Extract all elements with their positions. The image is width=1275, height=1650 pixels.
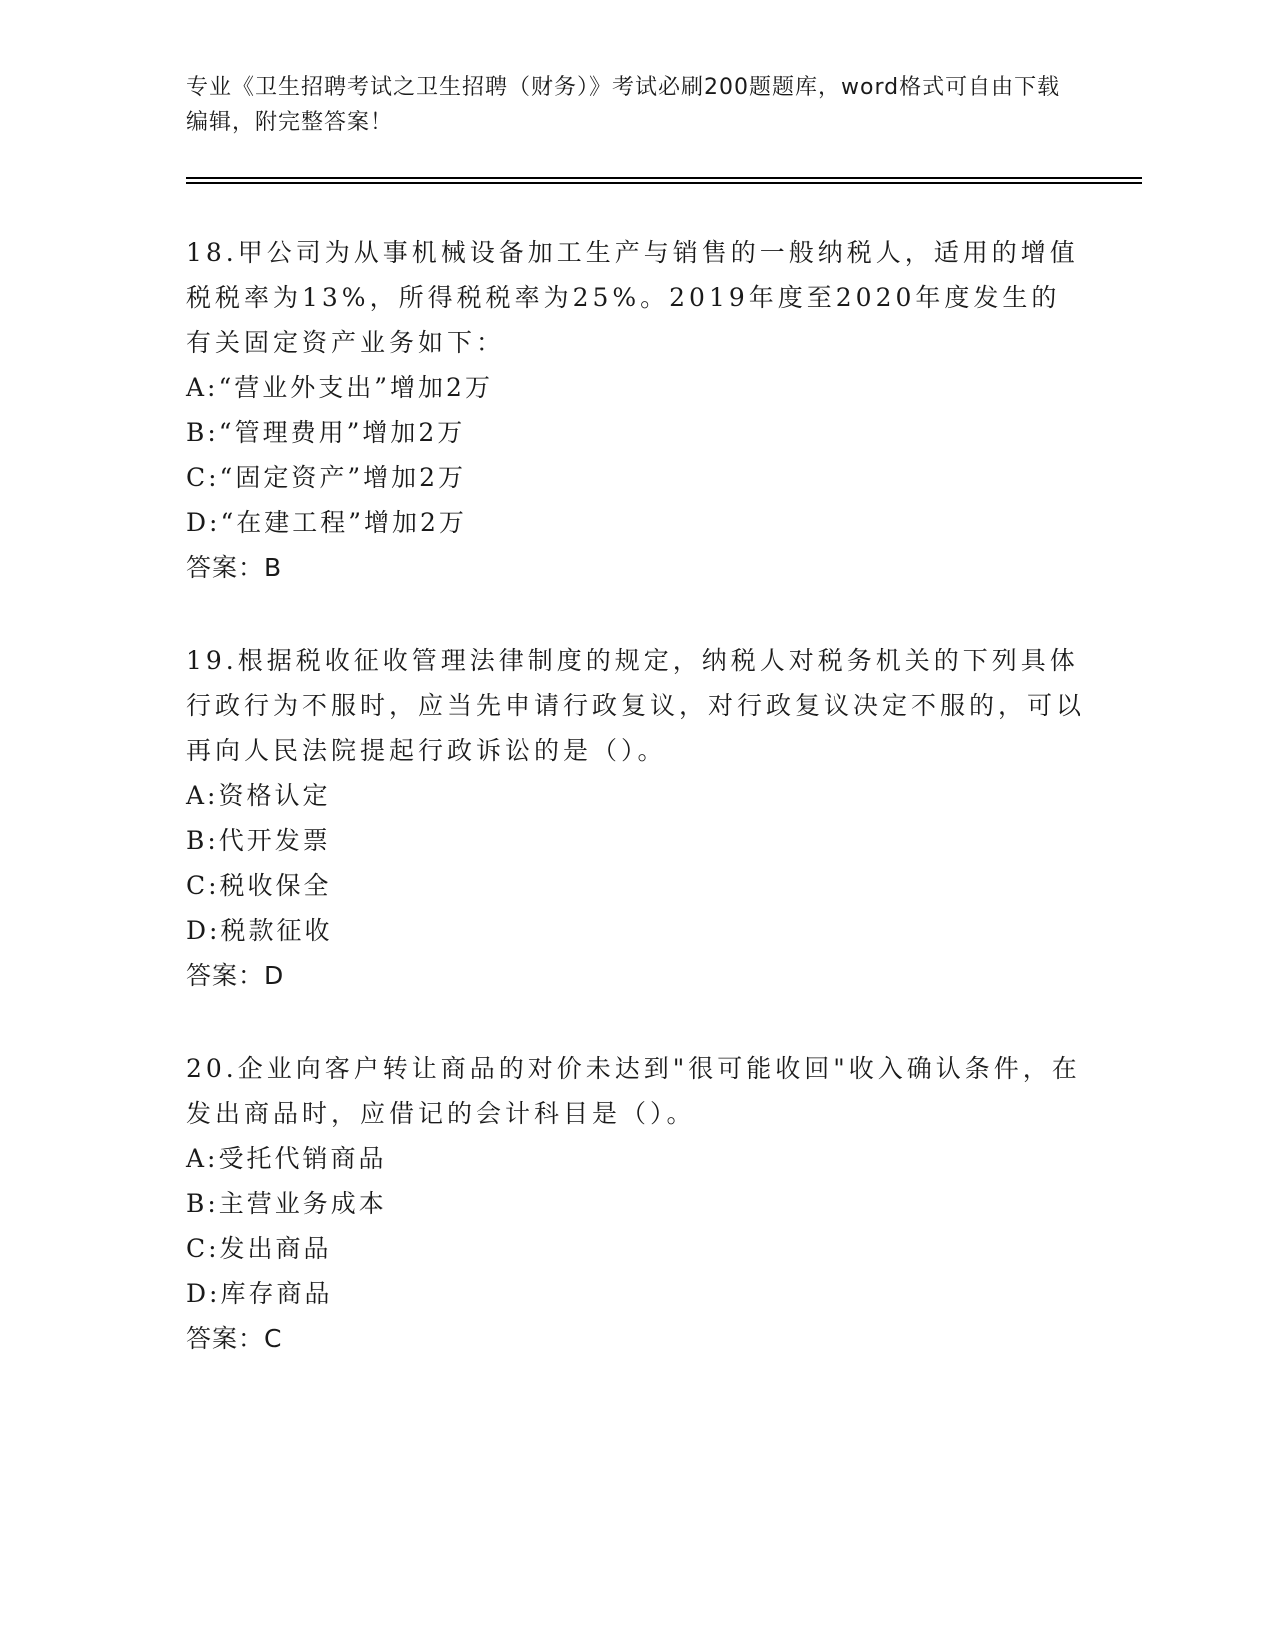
option-a: A:“营业外支出”增加2万 <box>186 373 493 402</box>
question-text: 19.根据税收征收管理法律制度的规定，纳税人对税务机关的下列具体行政行为不服时，应当先申请行政复议，对行政复议决定不服的，可以再向人民法院提起行政诉讼的是（）。 <box>186 646 1086 765</box>
document-header: 专业《卫生招聘考试之卫生招聘（财务）》考试必刷200题题库，word格式可自由下载编辑，附完整答案！ <box>186 75 1061 135</box>
option-c: C:发出商品 <box>186 1234 332 1263</box>
answer-label: 答案：C <box>186 1324 283 1353</box>
option-b: B:代开发票 <box>186 826 331 855</box>
answer-label: 答案：D <box>186 961 285 990</box>
option-d: D:库存商品 <box>186 1279 333 1308</box>
option-c: C:“固定资产”增加2万 <box>186 463 467 492</box>
option-a: A:受托代销商品 <box>186 1144 387 1173</box>
option-d: D:“在建工程”增加2万 <box>186 508 467 537</box>
question-20 <box>186 1046 1086 1361</box>
answer-label: 答案：B <box>186 553 283 582</box>
option-b: B:“管理费用”增加2万 <box>186 418 466 447</box>
question-19 <box>186 638 1086 998</box>
option-d: D:税款征收 <box>186 916 333 945</box>
header-divider-bottom <box>186 182 1142 184</box>
question-18 <box>186 230 1086 590</box>
option-c: C:税收保全 <box>186 871 332 900</box>
question-text: 20.企业向客户转让商品的对价未达到"很可能收回"收入确认条件，在发出商品时，应借记的会计科目是（）。 <box>186 1054 1081 1128</box>
option-b: B:主营业务成本 <box>186 1189 387 1218</box>
option-a: A:资格认定 <box>186 781 331 810</box>
question-text: 18.甲公司为从事机械设备加工生产与销售的一般纳税人，适用的增值税税率为13%，所得税税率为25%。2019年度至2020年度发生的有关固定资产业务如下： <box>186 238 1079 357</box>
header-divider-top <box>186 177 1142 179</box>
